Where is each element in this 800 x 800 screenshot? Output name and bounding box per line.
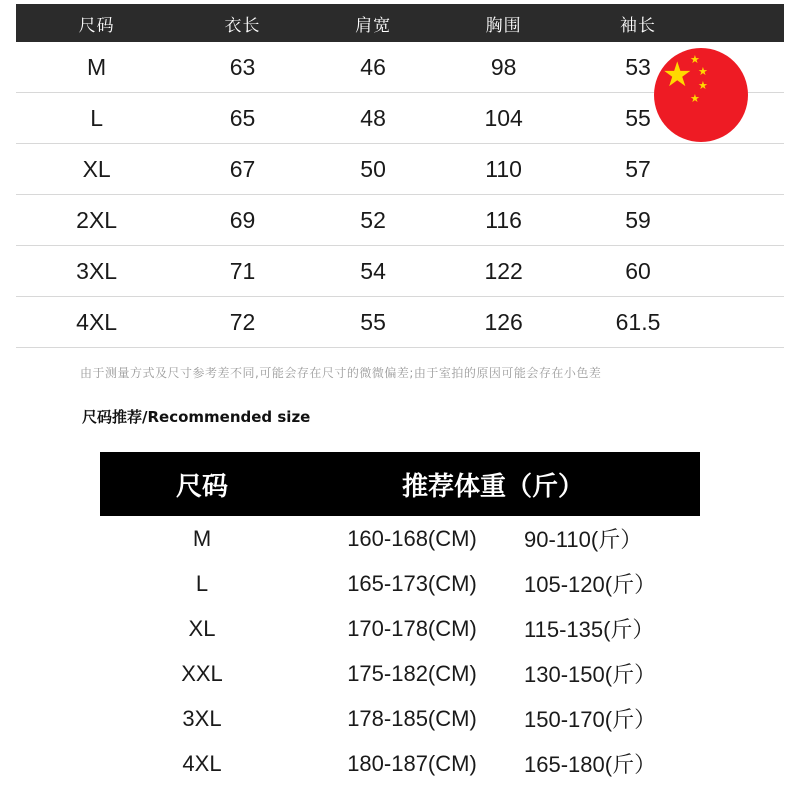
- recommendation-section: [100, 452, 700, 786]
- cell-shoulder: 52: [308, 195, 439, 246]
- th-shoulder: 肩宽: [308, 4, 439, 42]
- rec-cell-weight: 115-135(斤）: [524, 617, 655, 642]
- list-item: [100, 516, 700, 561]
- recommendation-table: [100, 516, 700, 786]
- china-flag-icon: [654, 48, 748, 142]
- table-row: [16, 246, 784, 297]
- cell-shoulder: 46: [308, 42, 439, 93]
- cell-size: 2XL: [16, 195, 177, 246]
- rec-th-weight: 推荐体重（斤）: [401, 471, 584, 502]
- cell-bust: 116: [438, 195, 569, 246]
- cell-length: 71: [177, 246, 308, 297]
- measurement-disclaimer: 由于测量方式及尺寸参考差不同,可能会存在尺寸的微微偏差;由于室拍的原因可能会存在小色差: [80, 366, 602, 380]
- list-item: [100, 651, 700, 696]
- table-row: [16, 297, 784, 348]
- cell-shoulder: 54: [308, 246, 439, 297]
- table-row: [16, 195, 784, 246]
- table-header-row: [16, 4, 784, 42]
- cell-size: 3XL: [16, 246, 177, 297]
- recommendation-table-body: [100, 516, 700, 786]
- rec-cell-height: 175-182(CM): [347, 660, 477, 686]
- rec-cell-size: M: [192, 525, 212, 551]
- rec-cell-weight: 105-120(斤）: [524, 572, 657, 597]
- rec-cell-height: 180-187(CM): [347, 750, 477, 776]
- list-item: [100, 606, 700, 651]
- th-length: 衣长: [177, 4, 308, 42]
- list-item: [100, 561, 700, 606]
- recommendation-header: [100, 452, 700, 516]
- rec-th-size: 尺码: [175, 471, 228, 502]
- flag-small-star-icon: ★: [690, 53, 700, 66]
- cell-size: L: [16, 93, 177, 144]
- cell-sleeve: 57: [569, 144, 707, 195]
- table-row: [16, 144, 784, 195]
- cell-bust: 122: [438, 246, 569, 297]
- rec-cell-height: 165-173(CM): [347, 570, 477, 596]
- cell-shoulder: 55: [308, 297, 439, 348]
- th-size: 尺码: [16, 4, 177, 42]
- flag-small-star-icon: ★: [690, 92, 700, 105]
- rec-cell-size: XXL: [181, 660, 223, 686]
- rec-cell-size: 3XL: [182, 705, 222, 731]
- cell-size: XL: [16, 144, 177, 195]
- cell-bust: 110: [438, 144, 569, 195]
- list-item: [100, 741, 700, 786]
- cell-bust: 98: [438, 42, 569, 93]
- cell-length: 65: [177, 93, 308, 144]
- flag-big-star-icon: ★: [662, 55, 693, 95]
- cell-length: 72: [177, 297, 308, 348]
- cell-spacer: [707, 246, 784, 297]
- cell-bust: 104: [438, 93, 569, 144]
- cell-sleeve: 53: [569, 42, 707, 93]
- list-item: [100, 696, 700, 741]
- rec-cell-height: 160-168(CM): [347, 525, 477, 551]
- cell-size: M: [16, 42, 177, 93]
- rec-cell-weight: 165-180(斤）: [524, 752, 657, 777]
- cell-shoulder: 50: [308, 144, 439, 195]
- rec-cell-weight: 130-150(斤）: [524, 662, 657, 687]
- cell-spacer: [707, 297, 784, 348]
- cell-spacer: [707, 144, 784, 195]
- rec-cell-size: 4XL: [182, 750, 222, 776]
- rec-cell-weight: 150-170(斤）: [524, 707, 657, 732]
- rec-cell-weight: 90-110(斤）: [524, 527, 643, 552]
- flag-small-star-icon: ★: [698, 79, 708, 92]
- cell-sleeve: 61.5: [569, 297, 707, 348]
- th-sleeve: 袖长: [569, 4, 707, 42]
- cell-sleeve: 59: [569, 195, 707, 246]
- recommended-size-heading: 尺码推荐/Recommended size: [82, 408, 311, 426]
- cell-length: 67: [177, 144, 308, 195]
- th-bust: 胸围: [438, 4, 569, 42]
- rec-cell-size: L: [195, 570, 209, 596]
- rec-cell-height: 178-185(CM): [347, 705, 477, 731]
- rec-cell-size: XL: [188, 615, 216, 641]
- cell-length: 69: [177, 195, 308, 246]
- flag-small-star-icon: ★: [698, 65, 708, 78]
- cell-shoulder: 48: [308, 93, 439, 144]
- rec-cell-height: 170-178(CM): [347, 615, 477, 641]
- cell-size: 4XL: [16, 297, 177, 348]
- measurement-table-head: [16, 4, 784, 42]
- cell-bust: 126: [438, 297, 569, 348]
- cell-length: 63: [177, 42, 308, 93]
- cell-sleeve: 60: [569, 246, 707, 297]
- th-spacer: [707, 4, 784, 42]
- cell-spacer: [707, 195, 784, 246]
- cell-sleeve: 55: [569, 93, 707, 144]
